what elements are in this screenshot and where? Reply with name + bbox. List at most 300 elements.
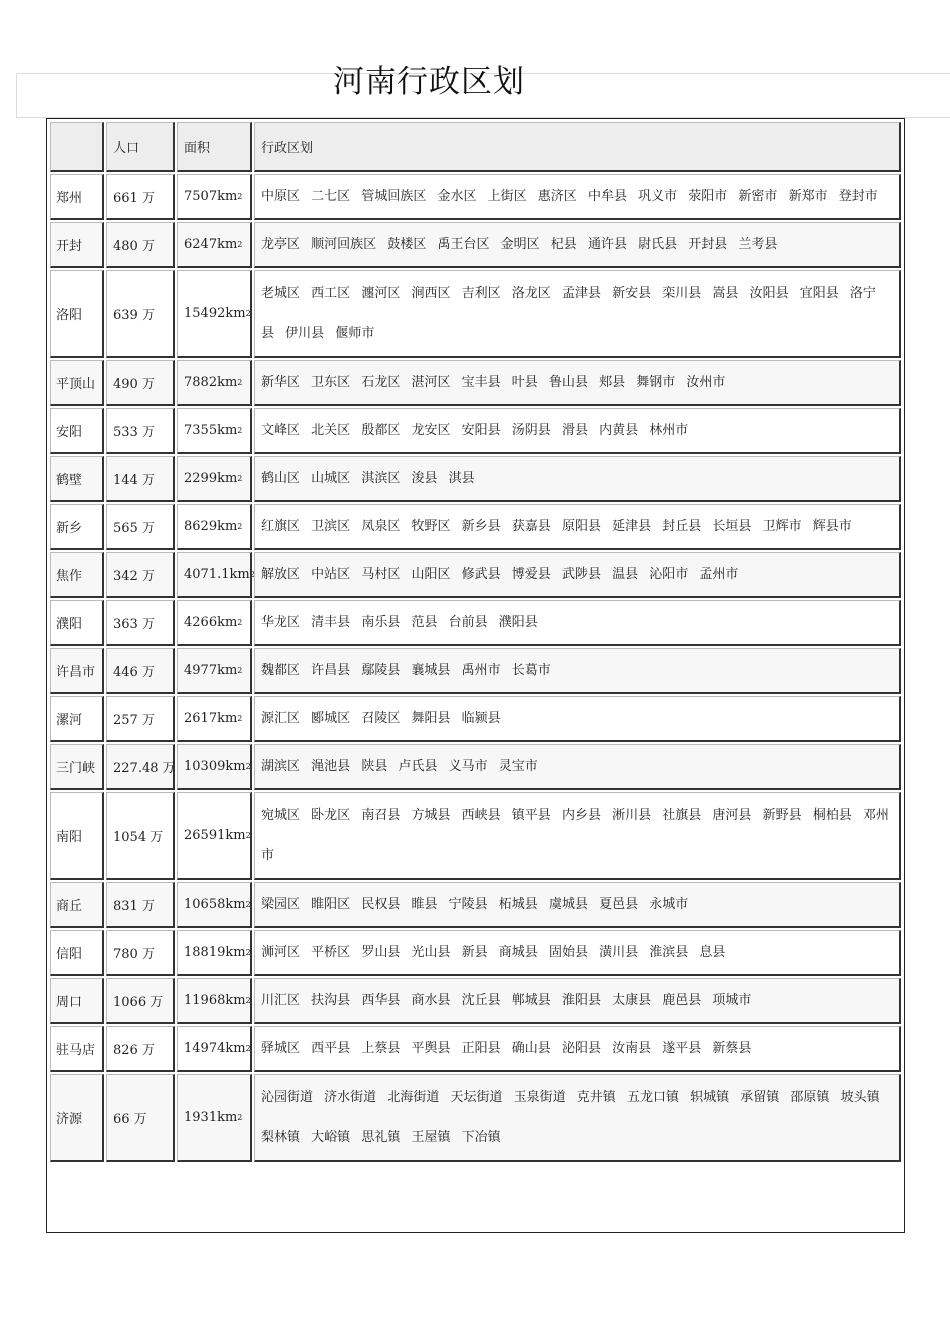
district-name: 郾城区 [311, 710, 351, 726]
district-name: 桐柏县 [812, 807, 852, 823]
area-cell [177, 360, 252, 406]
district-name: 解放区 [261, 566, 301, 582]
district-name: 鄢陵县 [361, 662, 401, 678]
area-unit-superscript: 2 [237, 1113, 243, 1122]
district-name: 林州市 [649, 422, 689, 438]
area-cell [177, 270, 252, 358]
districts-cell [254, 882, 901, 928]
table-row [50, 1026, 901, 1072]
district-name: 北关区 [311, 422, 351, 438]
district-name: 郸城县 [511, 992, 551, 1008]
district-name: 新密市 [738, 188, 778, 204]
district-name: 淇县 [448, 470, 475, 486]
area-cell [177, 408, 252, 454]
district-name: 鹤山区 [261, 470, 301, 486]
district-name: 新郑市 [788, 188, 828, 204]
district-name: 克井镇 [576, 1089, 616, 1105]
district-name: 项城市 [712, 992, 752, 1008]
district-name: 汤阴县 [511, 422, 551, 438]
district-name: 召陵区 [361, 710, 401, 726]
area-unit-superscript: 2 [245, 900, 251, 909]
population-cell: 1054 万 [106, 792, 175, 880]
city-cell: 平顶山 [50, 360, 104, 406]
area-value: 4071.1km [184, 567, 250, 582]
districts-cell [254, 456, 901, 502]
district-name: 襄城县 [411, 662, 451, 678]
district-name: 上蔡县 [361, 1040, 401, 1056]
district-name: 泌阳县 [561, 1040, 601, 1056]
district-name: 下冶镇 [461, 1129, 501, 1145]
district-name: 商城县 [498, 944, 538, 960]
area-cell [177, 696, 252, 742]
city-cell: 开封 [50, 222, 104, 268]
area-unit-superscript: 2 [249, 570, 255, 579]
district-name: 濮阳县 [498, 614, 538, 630]
districts-cell [254, 744, 901, 790]
area-unit-superscript: 2 [237, 666, 243, 675]
district-name: 鼓楼区 [387, 236, 427, 252]
district-name: 中牟县 [587, 188, 627, 204]
district-name: 尉氏县 [638, 236, 678, 252]
city-cell: 驻马店 [50, 1026, 104, 1072]
city-cell: 濮阳 [50, 600, 104, 646]
district-name: 金水区 [437, 188, 477, 204]
area-value: 2299km [184, 471, 238, 486]
area-unit-superscript: 2 [237, 522, 243, 531]
area-unit-superscript: 2 [237, 192, 243, 201]
area-value: 15492km [184, 306, 246, 321]
district-name: 灵宝市 [498, 758, 538, 774]
area-cell [177, 600, 252, 646]
table [48, 120, 903, 1164]
population-cell: 66 万 [106, 1074, 175, 1162]
district-name: 淮滨县 [649, 944, 689, 960]
district-name: 民权县 [361, 896, 401, 912]
city-cell: 洛阳 [50, 270, 104, 358]
city-cell: 济源 [50, 1074, 104, 1162]
table-row [50, 222, 901, 268]
district-name: 通许县 [587, 236, 627, 252]
population-cell: 780 万 [106, 930, 175, 976]
table-row [50, 930, 901, 976]
area-unit-superscript: 2 [245, 996, 251, 1005]
area-cell [177, 456, 252, 502]
district-name: 新乡县 [461, 518, 501, 534]
district-name: 梨林镇 [261, 1129, 301, 1145]
district-name: 夏邑县 [599, 896, 639, 912]
district-name: 长葛市 [511, 662, 551, 678]
district-name: 宛城区 [261, 807, 301, 823]
district-name: 许昌县 [311, 662, 351, 678]
population-cell: 446 万 [106, 648, 175, 694]
city-cell: 周口 [50, 978, 104, 1024]
district-name: 罗山县 [361, 944, 401, 960]
district-name: 思礼镇 [361, 1129, 401, 1145]
area-value: 7507km [184, 189, 238, 204]
city-cell: 安阳 [50, 408, 104, 454]
district-name: 确山县 [511, 1040, 551, 1056]
area-cell [177, 222, 252, 268]
district-name: 睢县 [411, 896, 438, 912]
district-name: 宝丰县 [461, 374, 501, 390]
table-row [50, 174, 901, 220]
area-unit-superscript: 2 [237, 378, 243, 387]
district-name: 栾川县 [662, 285, 702, 301]
district-name: 睢阳区 [311, 896, 351, 912]
population-cell: 533 万 [106, 408, 175, 454]
districts-cell [254, 408, 901, 454]
district-name: 修武县 [461, 566, 501, 582]
city-cell: 新乡 [50, 504, 104, 550]
district-name: 伊川县 [285, 325, 325, 341]
table-row [50, 1074, 901, 1162]
area-cell [177, 882, 252, 928]
table-row [50, 504, 901, 550]
district-name: 延津县 [612, 518, 652, 534]
area-value: 10658km [184, 897, 246, 912]
area-unit-superscript: 2 [237, 240, 243, 249]
district-name: 红旗区 [261, 518, 301, 534]
table-header-row [50, 122, 901, 172]
district-name: 龙安区 [411, 422, 451, 438]
population-cell: 490 万 [106, 360, 175, 406]
district-name: 承留镇 [740, 1089, 780, 1105]
district-name: 滑县 [561, 422, 588, 438]
table-row [50, 600, 901, 646]
districts-cell [254, 978, 901, 1024]
district-name: 镇平县 [511, 807, 551, 823]
district-name: 新蔡县 [712, 1040, 752, 1056]
district-name: 辉县市 [812, 518, 852, 534]
district-name: 商水县 [411, 992, 451, 1008]
table-row [50, 978, 901, 1024]
district-name: 鹿邑县 [662, 992, 702, 1008]
district-name: 固始县 [548, 944, 588, 960]
district-name: 杞县 [550, 236, 577, 252]
district-name: 温县 [612, 566, 639, 582]
district-name: 原阳县 [561, 518, 601, 534]
district-name: 获嘉县 [511, 518, 551, 534]
district-name: 玉泉街道 [513, 1089, 566, 1105]
table-row [50, 696, 901, 742]
header-cell-population: 人口 [106, 122, 175, 172]
district-name: 山城区 [311, 470, 351, 486]
district-name: 浚县 [411, 470, 438, 486]
district-name: 五龙口镇 [626, 1089, 679, 1105]
area-value: 26591km [184, 828, 246, 843]
population-cell: 342 万 [106, 552, 175, 598]
district-name: 光山县 [411, 944, 451, 960]
district-name: 义马市 [448, 758, 488, 774]
district-name: 卫滨区 [311, 518, 351, 534]
district-name: 西华县 [361, 992, 401, 1008]
area-unit-superscript: 2 [237, 426, 243, 435]
district-name: 天坛街道 [450, 1089, 503, 1105]
district-name: 安阳县 [461, 422, 501, 438]
district-name: 上街区 [487, 188, 527, 204]
district-name: 登封市 [838, 188, 878, 204]
district-name: 济水街道 [324, 1089, 377, 1105]
districts-cell [254, 174, 901, 220]
district-name: 临颍县 [461, 710, 501, 726]
district-name: 舞钢市 [636, 374, 676, 390]
district-name: 开封县 [688, 236, 728, 252]
table-row [50, 882, 901, 928]
district-name: 汝州市 [686, 374, 726, 390]
district-name: 汝南县 [612, 1040, 652, 1056]
area-cell [177, 1074, 252, 1162]
district-name: 范县 [411, 614, 438, 630]
district-name: 王屋镇 [411, 1129, 451, 1145]
district-name: 新华区 [261, 374, 301, 390]
population-cell: 826 万 [106, 1026, 175, 1072]
district-name: 平桥区 [311, 944, 351, 960]
district-name: 惠济区 [537, 188, 577, 204]
area-unit-superscript: 2 [237, 474, 243, 483]
district-name: 禹州市 [461, 662, 501, 678]
district-name: 牧野区 [411, 518, 451, 534]
area-cell [177, 978, 252, 1024]
district-name: 台前县 [448, 614, 488, 630]
district-name: 永城市 [649, 896, 689, 912]
area-value: 2617km [184, 711, 238, 726]
district-name: 内黄县 [599, 422, 639, 438]
population-cell: 639 万 [106, 270, 175, 358]
district-name: 渑池县 [311, 758, 351, 774]
districts-cell [254, 504, 901, 550]
area-unit-superscript: 2 [245, 309, 251, 318]
district-name: 梁园区 [261, 896, 301, 912]
district-name: 石龙区 [361, 374, 401, 390]
header-cell-districts: 行政区划 [254, 122, 901, 172]
district-name: 鲁山县 [548, 374, 588, 390]
districts-cell [254, 696, 901, 742]
area-value: 18819km [184, 945, 246, 960]
population-cell: 363 万 [106, 600, 175, 646]
table-row [50, 552, 901, 598]
district-name: 宜阳县 [799, 285, 839, 301]
district-name: 轵城镇 [690, 1089, 730, 1105]
district-name: 淅川县 [612, 807, 652, 823]
district-name: 沁阳市 [649, 566, 689, 582]
area-value: 7882km [184, 375, 238, 390]
districts-cell [254, 930, 901, 976]
district-name: 封丘县 [662, 518, 702, 534]
area-cell [177, 792, 252, 880]
district-name: 吉利区 [461, 285, 501, 301]
district-name: 川汇区 [261, 992, 301, 1008]
district-name: 西平县 [311, 1040, 351, 1056]
district-name: 新野县 [762, 807, 802, 823]
district-name: 唐河县 [712, 807, 752, 823]
population-cell: 565 万 [106, 504, 175, 550]
area-unit-superscript: 2 [245, 762, 251, 771]
district-name: 清丰县 [311, 614, 351, 630]
table-row [50, 270, 901, 358]
district-name: 舞阳县 [411, 710, 451, 726]
district-name: 湛河区 [411, 374, 451, 390]
district-name: 金明区 [500, 236, 540, 252]
district-name: 叶县 [511, 374, 538, 390]
population-cell: 661 万 [106, 174, 175, 220]
population-cell: 831 万 [106, 882, 175, 928]
population-cell: 144 万 [106, 456, 175, 502]
district-name: 龙亭区 [261, 236, 301, 252]
district-name: 平舆县 [411, 1040, 451, 1056]
district-name: 扶沟县 [311, 992, 351, 1008]
table-row [50, 648, 901, 694]
district-name: 淇滨区 [361, 470, 401, 486]
area-value: 1931km [184, 1110, 238, 1125]
district-name: 长垣县 [712, 518, 752, 534]
district-name: 潢川县 [599, 944, 639, 960]
area-cell [177, 744, 252, 790]
district-name: 凤泉区 [361, 518, 401, 534]
city-cell: 郑州 [50, 174, 104, 220]
districts-cell [254, 360, 901, 406]
district-name: 华龙区 [261, 614, 301, 630]
city-cell: 焦作 [50, 552, 104, 598]
district-name: 新县 [461, 944, 488, 960]
district-name: 郏县 [599, 374, 626, 390]
city-cell: 三门峡 [50, 744, 104, 790]
district-name: 文峰区 [261, 422, 301, 438]
table-row [50, 744, 901, 790]
district-name: 瀍河区 [361, 285, 401, 301]
district-name: 洛宁县 [261, 285, 876, 341]
district-name: 新安县 [612, 285, 652, 301]
districts-cell [254, 222, 901, 268]
district-name: 巩义市 [638, 188, 678, 204]
table-row [50, 360, 901, 406]
district-name: 湖滨区 [261, 758, 301, 774]
area-unit-superscript: 2 [245, 831, 251, 840]
city-cell: 漯河 [50, 696, 104, 742]
table-row [50, 792, 901, 880]
district-name: 宁陵县 [448, 896, 488, 912]
area-cell [177, 930, 252, 976]
district-name: 卢氏县 [398, 758, 438, 774]
district-name: 内乡县 [561, 807, 601, 823]
district-name: 南乐县 [361, 614, 401, 630]
districts-cell [254, 1026, 901, 1072]
district-name: 偃师市 [335, 325, 375, 341]
area-unit-superscript: 2 [237, 714, 243, 723]
district-name: 坡头镇 [840, 1089, 880, 1105]
area-unit-superscript: 2 [237, 618, 243, 627]
district-name: 管城回族区 [361, 188, 427, 204]
district-name: 虞城县 [548, 896, 588, 912]
district-name: 社旗县 [662, 807, 702, 823]
area-cell [177, 174, 252, 220]
district-name: 殷都区 [361, 422, 401, 438]
page-title: 河南行政区划 [333, 64, 525, 100]
area-cell [177, 552, 255, 598]
districts-cell [254, 792, 901, 880]
district-name: 正阳县 [461, 1040, 501, 1056]
district-name: 邵原镇 [790, 1089, 830, 1105]
district-name: 西工区 [311, 285, 351, 301]
area-cell [177, 1026, 252, 1072]
district-name: 卫辉市 [762, 518, 802, 534]
district-name: 孟州市 [699, 566, 739, 582]
population-cell: 480 万 [106, 222, 175, 268]
district-name: 源汇区 [261, 710, 301, 726]
district-name: 荥阳市 [688, 188, 728, 204]
city-cell: 商丘 [50, 882, 104, 928]
table-row [50, 456, 901, 502]
district-name: 北海街道 [387, 1089, 440, 1105]
area-value: 11968km [184, 993, 246, 1008]
district-name: 驿城区 [261, 1040, 301, 1056]
district-name: 武陟县 [561, 566, 601, 582]
district-name: 洛龙区 [511, 285, 551, 301]
district-name: 卫东区 [311, 374, 351, 390]
district-name: 山阳区 [411, 566, 451, 582]
city-cell: 信阳 [50, 930, 104, 976]
area-value: 6247km [184, 237, 238, 252]
districts-cell [254, 1074, 901, 1162]
district-name: 魏都区 [261, 662, 301, 678]
districts-cell [254, 600, 901, 646]
district-name: 淮阳县 [561, 992, 601, 1008]
city-cell: 南阳 [50, 792, 104, 880]
district-name: 遂平县 [662, 1040, 702, 1056]
district-name: 卧龙区 [311, 807, 351, 823]
district-name: 顺河回族区 [311, 236, 377, 252]
area-value: 10309km [184, 759, 246, 774]
area-value: 4977km [184, 663, 238, 678]
district-name: 禹王台区 [437, 236, 490, 252]
area-cell [177, 648, 252, 694]
area-value: 14974km [184, 1041, 246, 1056]
district-name: 南召县 [361, 807, 401, 823]
district-name: 二七区 [311, 188, 351, 204]
area-value: 8629km [184, 519, 238, 534]
district-name: 汝阳县 [749, 285, 789, 301]
table-row [50, 408, 901, 454]
area-cell [177, 504, 252, 550]
district-name: 马村区 [361, 566, 401, 582]
district-name: 陕县 [361, 758, 388, 774]
district-name: 大峪镇 [311, 1129, 351, 1145]
district-name: 中站区 [311, 566, 351, 582]
area-unit-superscript: 2 [245, 1044, 251, 1053]
area-value: 4266km [184, 615, 238, 630]
area-value: 7355km [184, 423, 238, 438]
district-name: 太康县 [612, 992, 652, 1008]
area-unit-superscript: 2 [245, 948, 251, 957]
district-name: 嵩县 [712, 285, 739, 301]
district-name: 西峡县 [461, 807, 501, 823]
header-cell-empty [50, 122, 104, 172]
population-cell: 1066 万 [106, 978, 175, 1024]
population-cell: 257 万 [106, 696, 175, 742]
population-cell: 227.48 万 [106, 744, 175, 790]
header-cell-area: 面积 [177, 122, 252, 172]
district-name: 涧西区 [411, 285, 451, 301]
district-name: 方城县 [411, 807, 451, 823]
city-cell: 许昌市 [50, 648, 104, 694]
district-name: 中原区 [261, 188, 301, 204]
city-cell: 鹤壁 [50, 456, 104, 502]
districts-cell [254, 270, 901, 358]
district-name: 邓州市 [261, 807, 889, 863]
districts-cell [254, 648, 901, 694]
district-name: 息县 [699, 944, 726, 960]
district-name: 沁园街道 [261, 1089, 314, 1105]
district-name: 浉河区 [261, 944, 301, 960]
